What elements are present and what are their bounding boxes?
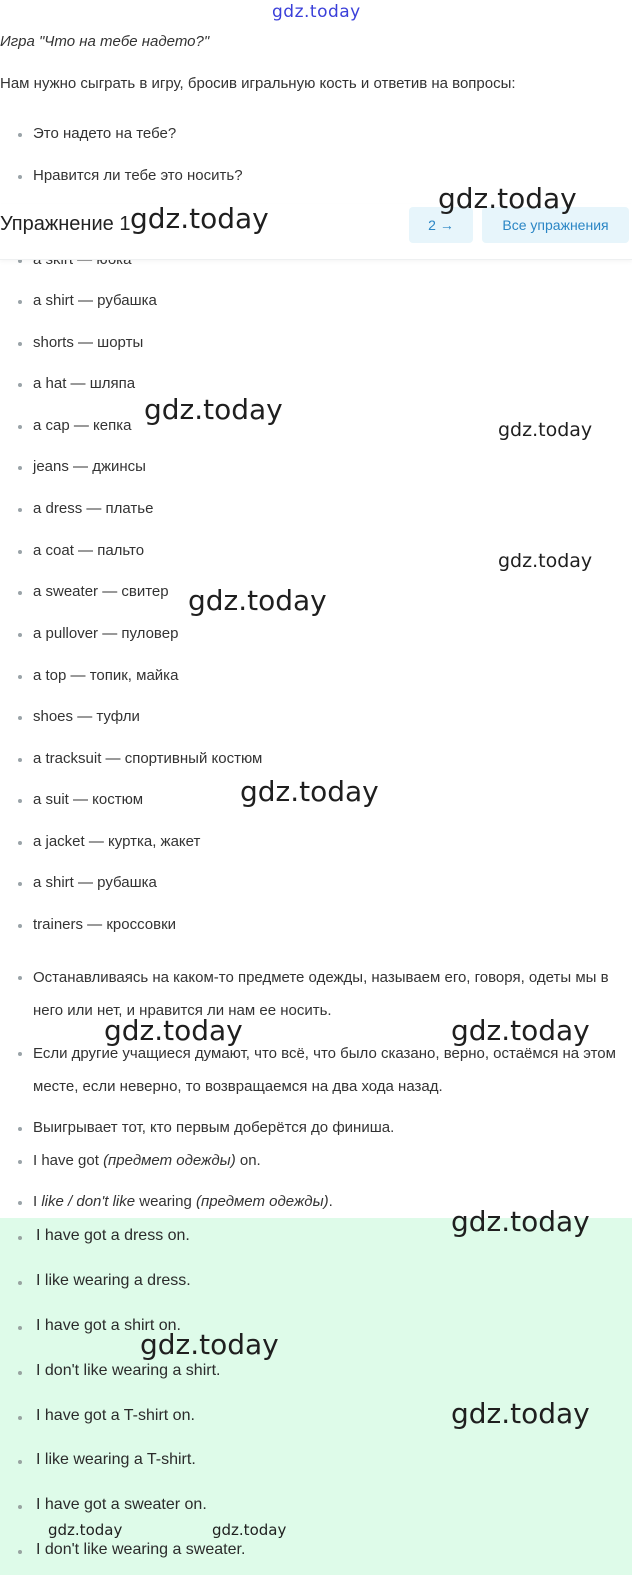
- bullet-icon: [18, 799, 22, 803]
- bullet-icon: [18, 1416, 22, 1420]
- bullet-icon: [18, 976, 22, 980]
- watermark: gdz.today: [188, 584, 327, 617]
- next-exercise-button[interactable]: 2 →: [409, 207, 473, 243]
- watermark: gdz.today: [451, 1397, 590, 1430]
- watermark: gdz.today: [48, 1521, 123, 1539]
- watermark: gdz.today: [498, 419, 593, 441]
- bullet-icon: [18, 591, 22, 595]
- bullet-icon: [18, 508, 22, 512]
- bullet-icon: [18, 1505, 22, 1509]
- game-intro-text: Нам нужно сыграть в игру, бросив игральную кость и ответив на вопросы:: [0, 75, 516, 92]
- bullet-icon: [18, 1326, 22, 1330]
- bullet-icon: [18, 342, 22, 346]
- watermark: gdz.today: [438, 182, 577, 215]
- bullet-icon: [18, 175, 22, 179]
- bullet-icon: [18, 300, 22, 304]
- bullet-icon: [18, 466, 22, 470]
- game-title: Игра "Что на тебе надето?": [0, 33, 210, 50]
- watermark: gdz.today: [451, 1205, 590, 1238]
- bullet-icon: [18, 1550, 22, 1554]
- watermark: gdz.today: [498, 550, 593, 572]
- bullet-icon: [18, 425, 22, 429]
- bullet-icon: [18, 633, 22, 637]
- watermark: gdz.today: [240, 775, 379, 808]
- watermark: gdz.today: [144, 393, 283, 426]
- bullet-icon: [18, 1460, 22, 1464]
- watermark: gdz.today: [212, 1521, 287, 1539]
- all-exercises-button[interactable]: Все упражнения: [482, 207, 629, 243]
- bullet-icon: [18, 383, 22, 387]
- bullet-icon: [18, 882, 22, 886]
- watermark: gdz.today: [140, 1328, 279, 1361]
- bullet-icon: [18, 1281, 22, 1285]
- bullet-icon: [18, 1127, 22, 1131]
- bullet-icon: [18, 550, 22, 554]
- watermark: gdz.today: [130, 202, 269, 235]
- site-logo[interactable]: gdz.today: [272, 2, 361, 22]
- bullet-icon: [18, 758, 22, 762]
- bullet-icon: [18, 1052, 22, 1056]
- bullet-icon: [18, 924, 22, 928]
- bullet-icon: [18, 1201, 22, 1205]
- bullet-icon: [18, 675, 22, 679]
- bullet-icon: [18, 841, 22, 845]
- bullet-icon: [18, 1160, 22, 1164]
- bullet-icon: [18, 1236, 22, 1240]
- watermark: gdz.today: [451, 1014, 590, 1047]
- bullet-icon: [18, 716, 22, 720]
- bullet-icon: [18, 1371, 22, 1375]
- exercise-title: Упражнение 1: [0, 213, 131, 235]
- watermark: gdz.today: [104, 1014, 243, 1047]
- bullet-icon: [18, 133, 22, 137]
